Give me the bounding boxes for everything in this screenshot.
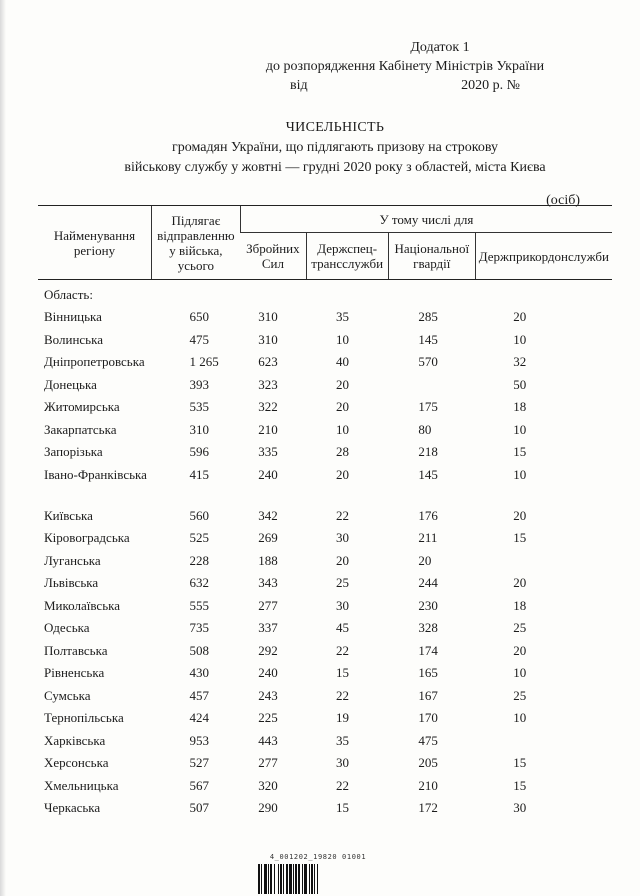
special-transport-cell: 20 — [336, 399, 349, 415]
units-label: (осіб) — [546, 193, 580, 208]
table-row — [38, 730, 612, 753]
section-label: Область: — [44, 287, 93, 302]
total-cell: 475 — [189, 331, 209, 347]
region-name: Вінницька — [44, 309, 102, 325]
armed-forces-cell: 322 — [258, 399, 278, 415]
table-row — [38, 329, 612, 352]
total-cell: 527 — [189, 755, 209, 771]
region-name: Донецька — [44, 376, 97, 392]
special-transport-cell: 22 — [336, 687, 349, 703]
header-border-service: Держприкордонслужби — [475, 233, 612, 280]
border-service-cell: 15 — [513, 444, 527, 460]
total-cell: 555 — [189, 597, 209, 613]
region-name: Хмельницька — [44, 777, 119, 793]
conscription-table — [38, 205, 612, 820]
table-row — [38, 572, 612, 595]
national-guard-cell: 570 — [418, 354, 438, 370]
region-name: Одеська — [44, 620, 90, 636]
total-cell: 228 — [189, 552, 209, 568]
scan-edge — [0, 0, 6, 896]
region-name: Полтавська — [44, 642, 108, 658]
armed-forces-cell: 310 — [258, 331, 278, 347]
title-line-3: військову службу у жовтні — грудні 2020 року з областей, міста Києва — [124, 160, 546, 175]
special-transport-cell: 15 — [336, 800, 349, 816]
table-row — [38, 351, 612, 374]
border-service-cell: 20 — [513, 309, 527, 325]
special-transport-cell: 22 — [336, 642, 349, 658]
national-guard-cell: 175 — [418, 399, 438, 415]
total-cell: 567 — [189, 777, 209, 793]
title-main: ЧИСЕЛЬНІСТЬ — [285, 120, 385, 135]
order-year-number: 2020 р. № — [461, 78, 520, 93]
total-cell: 632 — [189, 575, 209, 591]
region-name: Львівська — [44, 575, 99, 591]
special-transport-cell: 28 — [336, 444, 349, 460]
armed-forces-cell: 292 — [258, 642, 278, 658]
total-cell: 457 — [189, 687, 209, 703]
region-name: Рівненська — [44, 665, 105, 681]
special-transport-cell: 45 — [336, 620, 349, 636]
special-transport-cell: 22 — [336, 777, 349, 793]
total-cell: 735 — [189, 620, 209, 636]
armed-forces-cell: 269 — [258, 530, 278, 546]
total-cell: 1 265 — [189, 354, 219, 370]
special-transport-cell: 40 — [336, 354, 349, 370]
armed-forces-cell: 323 — [258, 376, 278, 392]
border-service-cell — [475, 550, 612, 573]
table-row — [38, 775, 612, 798]
special-transport-cell: 20 — [336, 552, 349, 568]
armed-forces-cell: 290 — [258, 800, 278, 816]
armed-forces-cell: 188 — [258, 552, 278, 568]
national-guard-cell: 328 — [418, 620, 438, 636]
national-guard-cell: 20 — [418, 552, 432, 568]
national-guard-cell: 174 — [418, 642, 438, 658]
header-including: У тому числі для — [240, 206, 612, 233]
header-armed-forces: Збройних Сил — [240, 233, 306, 280]
barcode-bar — [318, 864, 321, 894]
border-service-cell: 10 — [513, 665, 527, 681]
header-special-transport: Держспец-трансслужби — [306, 233, 388, 280]
national-guard-cell: 145 — [418, 466, 438, 482]
table-row — [38, 464, 612, 505]
header-total: Підлягає відправленню у війська, усього — [152, 206, 241, 280]
region-name: Херсонська — [44, 755, 109, 771]
border-service-cell: 50 — [513, 376, 527, 392]
special-transport-cell: 15 — [336, 665, 349, 681]
table-row — [38, 640, 612, 663]
document-title — [70, 118, 600, 178]
region-name: Луганська — [44, 552, 101, 568]
total-cell: 415 — [189, 466, 209, 482]
region-name: Черкаська — [44, 800, 101, 816]
table-row — [38, 306, 612, 329]
border-service-cell: 25 — [513, 620, 527, 636]
table-row — [38, 419, 612, 442]
table-row — [38, 505, 612, 528]
armed-forces-cell: 240 — [258, 466, 278, 482]
total-cell: 525 — [189, 530, 209, 546]
special-transport-cell: 20 — [336, 466, 349, 482]
national-guard-cell: 210 — [418, 777, 438, 793]
total-cell: 310 — [189, 421, 209, 437]
region-name: Сумська — [44, 687, 91, 703]
region-name: Тернопільська — [44, 710, 124, 726]
border-service-cell: 15 — [513, 530, 527, 546]
table-row — [38, 527, 612, 550]
border-service-cell: 10 — [513, 710, 527, 726]
barcode — [258, 853, 378, 894]
armed-forces-cell: 277 — [258, 755, 278, 771]
border-service-cell: 18 — [513, 597, 527, 613]
region-name: Івано-Франківська — [44, 466, 147, 482]
special-transport-cell: 25 — [336, 575, 349, 591]
border-service-cell: 10 — [513, 331, 527, 347]
national-guard-cell: 80 — [418, 421, 432, 437]
special-transport-cell: 30 — [336, 755, 349, 771]
armed-forces-cell: 443 — [258, 732, 278, 748]
national-guard-cell: 211 — [418, 530, 438, 546]
total-cell: 393 — [189, 376, 209, 392]
border-service-cell: 15 — [513, 777, 527, 793]
armed-forces-cell: 240 — [258, 665, 278, 681]
national-guard-cell: 172 — [418, 800, 438, 816]
region-name: Житомирська — [44, 399, 120, 415]
special-transport-cell: 30 — [336, 597, 349, 613]
order-reference: до розпорядження Кабінету Міністрів України — [265, 59, 545, 74]
table-row — [38, 595, 612, 618]
total-cell: 953 — [189, 732, 209, 748]
table-row — [38, 550, 612, 573]
national-guard-cell: 145 — [418, 331, 438, 347]
total-cell: 535 — [189, 399, 209, 415]
border-service-cell: 15 — [513, 755, 527, 771]
special-transport-cell: 35 — [336, 309, 349, 325]
armed-forces-cell: 210 — [258, 421, 278, 437]
table-row — [38, 752, 612, 775]
armed-forces-cell: 277 — [258, 597, 278, 613]
barcode-bars — [258, 864, 378, 894]
title-line-2: громадян України, що підлягають призову на строкову — [171, 140, 499, 155]
border-service-cell: 10 — [513, 466, 527, 482]
total-cell: 508 — [189, 642, 209, 658]
armed-forces-cell: 310 — [258, 309, 278, 325]
armed-forces-cell: 343 — [258, 575, 278, 591]
table-row — [38, 707, 612, 730]
total-cell: 560 — [189, 507, 209, 523]
national-guard-cell: 170 — [418, 710, 438, 726]
armed-forces-cell: 335 — [258, 444, 278, 460]
armed-forces-cell: 623 — [258, 354, 278, 370]
special-transport-cell: 22 — [336, 507, 349, 523]
special-transport-cell: 30 — [336, 530, 349, 546]
table-row — [38, 396, 612, 419]
region-name: Дніпропетровська — [44, 354, 145, 370]
table-row — [38, 685, 612, 708]
border-service-cell: 18 — [513, 399, 527, 415]
special-transport-cell: 10 — [336, 421, 349, 437]
border-service-cell: 10 — [513, 421, 527, 437]
barcode-number: 4_001202_19820 01001 — [269, 853, 367, 861]
national-guard-cell: 167 — [418, 687, 438, 703]
armed-forces-cell: 320 — [258, 777, 278, 793]
region-name: Миколаївська — [44, 597, 121, 613]
region-name: Запорізька — [44, 444, 103, 460]
national-guard-cell: 285 — [418, 309, 438, 325]
order-from: від — [290, 78, 308, 93]
region-name: Кіровоградська — [44, 530, 130, 546]
border-service-cell: 20 — [513, 642, 527, 658]
armed-forces-cell: 243 — [258, 687, 278, 703]
region-name: Харківська — [44, 732, 106, 748]
total-cell: 424 — [189, 710, 209, 726]
national-guard-cell: 475 — [418, 732, 438, 748]
table-row — [38, 617, 612, 640]
border-service-cell: 25 — [513, 687, 527, 703]
national-guard-cell: 218 — [418, 444, 438, 460]
national-guard-cell: 205 — [418, 755, 438, 771]
special-transport-cell: 10 — [336, 331, 349, 347]
appendix-label: Додаток 1 — [410, 40, 470, 55]
total-cell: 507 — [189, 800, 209, 816]
border-service-cell: 32 — [513, 354, 527, 370]
order-date-line — [240, 76, 570, 95]
national-guard-cell: 244 — [418, 575, 438, 591]
region-name: Закарпатська — [44, 421, 117, 437]
appendix-header — [240, 38, 570, 95]
total-cell: 650 — [189, 309, 209, 325]
total-cell: 596 — [189, 444, 209, 460]
border-service-cell — [475, 730, 612, 753]
region-name: Волинська — [44, 331, 103, 347]
border-service-cell: 20 — [513, 507, 527, 523]
total-cell: 430 — [189, 665, 209, 681]
special-transport-cell: 20 — [336, 376, 349, 392]
armed-forces-cell: 225 — [258, 710, 278, 726]
header-national-guard: Національної гвардії — [388, 233, 475, 280]
border-service-cell: 20 — [513, 575, 527, 591]
table-row — [38, 374, 612, 397]
table-row — [38, 797, 612, 820]
region-name: Київська — [44, 507, 93, 523]
national-guard-cell: 230 — [418, 597, 438, 613]
armed-forces-cell: 342 — [258, 507, 278, 523]
special-transport-cell: 19 — [336, 710, 349, 726]
table-row — [38, 441, 612, 464]
armed-forces-cell: 337 — [258, 620, 278, 636]
national-guard-cell — [388, 374, 475, 397]
border-service-cell: 30 — [513, 800, 527, 816]
national-guard-cell: 165 — [418, 665, 438, 681]
special-transport-cell: 35 — [336, 732, 349, 748]
table-row — [38, 662, 612, 685]
national-guard-cell: 176 — [418, 507, 438, 523]
header-region: Найменування регіону — [38, 206, 152, 280]
